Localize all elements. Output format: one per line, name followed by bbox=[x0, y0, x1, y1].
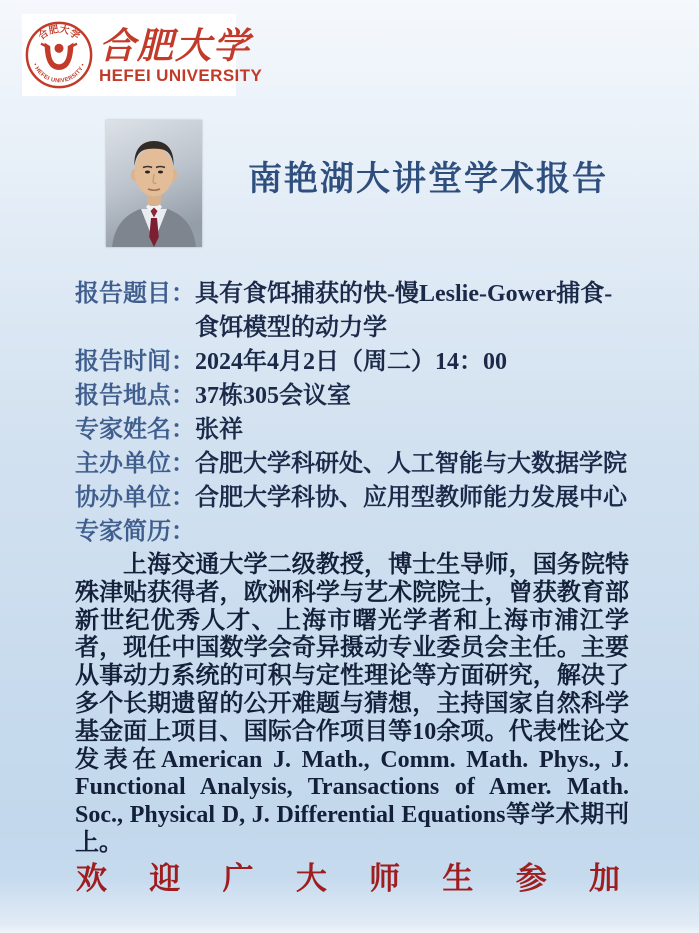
info-row-co-organizer bbox=[75, 481, 629, 515]
svg-text:合肥大学: 合肥大学 bbox=[36, 24, 82, 43]
welcome-char: 迎 bbox=[149, 861, 181, 896]
svg-text:• HEFEI UNIVERSITY •: • HEFEI UNIVERSITY • bbox=[31, 62, 87, 85]
info-row-speaker bbox=[75, 413, 629, 447]
speaker-biography: 上海交通大学二级教授，博士生导师，国务院特殊津贴获得者，欧洲科学与艺术院院士，曾获教育部新世纪优秀人才、上海市曙光学者和上海市浦江学者，现任中国数学会奇异摄动专业委员会主任。主要从事动力系统的可积与定性理论等方面研究，解决了多个长期遗留的公开难题与猜想，主持国家自然科学基金面上项目、国际合作项目等10余项。代表性论文发表在American J. Math., Comm. Math. Phys., J. Functional Analysis, Transactions of Amer. Math. Soc., Physical D, J. Differential Equations等学术期刊上。 bbox=[75, 552, 629, 856]
location-value: 37栋305会议室 bbox=[195, 383, 351, 409]
welcome-banner bbox=[76, 853, 620, 898]
info-row-topic bbox=[75, 277, 629, 345]
topic-label: 报告题目： bbox=[75, 281, 195, 307]
welcome-char: 加 bbox=[588, 861, 620, 896]
university-logo bbox=[22, 14, 263, 96]
time-label: 报告时间： bbox=[75, 349, 195, 375]
info-row-time bbox=[75, 345, 629, 379]
bio-label: 专家简历： bbox=[75, 519, 195, 545]
logo-names bbox=[99, 28, 262, 84]
organizer-value: 合肥大学科研处、人工智能与大数据学院 bbox=[195, 451, 627, 477]
topic-value: 具有食饵捕获的快-慢Leslie-Gower捕食-食饵模型的动力学 bbox=[195, 281, 613, 341]
organizer-label: 主办单位： bbox=[75, 451, 195, 477]
welcome-char: 欢 bbox=[76, 861, 107, 896]
info-row-organizer bbox=[75, 447, 629, 481]
university-seal-icon bbox=[24, 20, 94, 90]
speaker-photo bbox=[106, 120, 202, 247]
page-title: 南艳湖大讲堂学术报告 bbox=[248, 161, 608, 198]
info-row-location bbox=[75, 379, 629, 413]
welcome-char: 参 bbox=[515, 861, 547, 896]
welcome-char: 师 bbox=[369, 861, 401, 896]
speaker-portrait-image bbox=[106, 120, 202, 247]
logo-cn-name: 合肥大学 bbox=[99, 26, 252, 66]
lecture-details bbox=[75, 277, 629, 858]
welcome-char: 大 bbox=[295, 861, 327, 896]
info-row-bio-heading bbox=[75, 515, 629, 549]
co-organizer-value: 合肥大学科协、应用型教师能力发展中心 bbox=[195, 485, 627, 511]
location-label: 报告地点： bbox=[75, 383, 195, 409]
co-organizer-label: 协办单位： bbox=[75, 485, 195, 511]
welcome-char: 广 bbox=[222, 861, 254, 896]
speaker-label: 专家姓名： bbox=[75, 417, 195, 443]
time-value: 2024年4月2日（周二）14：00 bbox=[195, 349, 507, 375]
speaker-value: 张祥 bbox=[195, 417, 243, 443]
welcome-char: 生 bbox=[442, 861, 474, 896]
logo-en-name: HEFEI UNIVERSITY bbox=[99, 66, 263, 85]
